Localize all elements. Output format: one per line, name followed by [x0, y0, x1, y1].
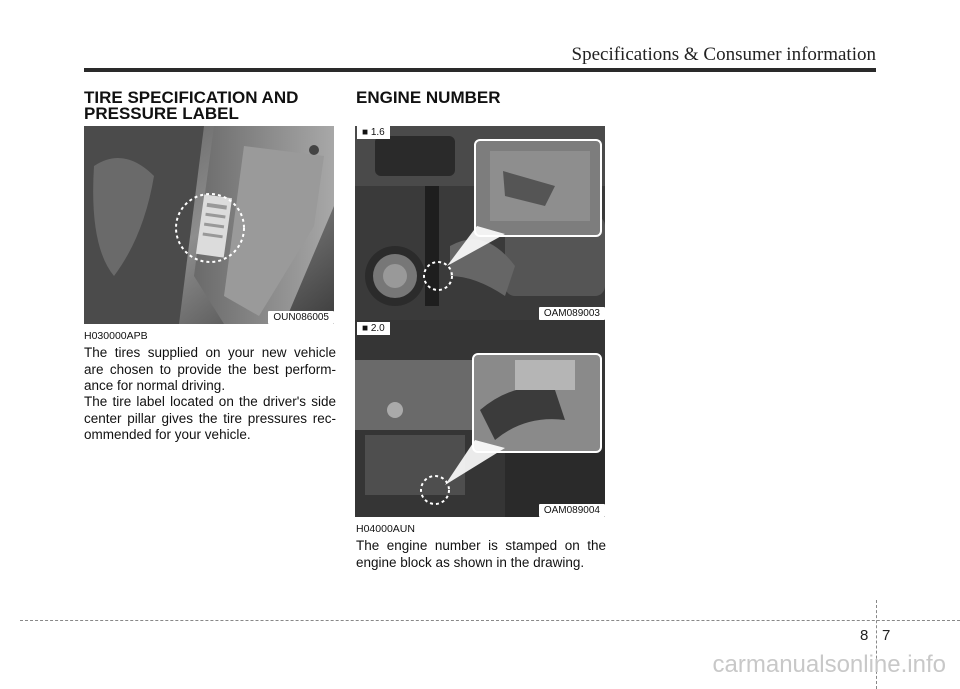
header-rule — [84, 68, 876, 72]
page-number-page: 7 — [882, 627, 891, 644]
section-header-title: Specifications & Consumer information — [571, 44, 876, 65]
tire-heading-line2: PRESSURE LABEL — [84, 104, 239, 123]
tire-label-photo — [84, 126, 334, 324]
tire-section-heading — [84, 90, 298, 122]
engine-section-heading: ENGINE NUMBER — [356, 88, 501, 107]
tire-heading-line1: TIRE SPECIFICATION AND — [84, 88, 299, 107]
engine-bay-2-0-illustration — [355, 320, 605, 517]
engine-photo-2-0 — [355, 320, 605, 517]
tire-image-code: OUN086005 — [268, 311, 334, 324]
footer-dashed-rule — [20, 620, 960, 621]
engine-variant-2-0-label: ■ 2.0 — [357, 322, 390, 335]
engine-paragraph: The engine number is stamped on the engine block as shown in the drawing. — [356, 538, 606, 570]
tire-ref-code: H030000APB — [84, 330, 148, 342]
tire-paragraph-1: The tires supplied on your new vehicle are chosen to provide the best perform-ance for normal driving. — [84, 345, 336, 393]
page-number-chapter: 8 — [860, 627, 869, 644]
door-pillar-illustration — [84, 126, 334, 324]
engine-variant-1-6-label: ■ 1.6 — [357, 126, 390, 139]
watermark-text: carmanualsonline.info — [712, 651, 946, 678]
engine-photo-1-6 — [355, 126, 605, 320]
engine-ref-code: H04000AUN — [356, 523, 415, 535]
engine-image-1-code: OAM089003 — [539, 307, 605, 320]
engine-bay-1-6-illustration — [355, 126, 605, 320]
engine-image-2-code: OAM089004 — [539, 504, 605, 517]
tire-paragraph-2: The tire label located on the driver's side center pillar gives the tire pressures rec-ommended for your vehicle. — [84, 394, 336, 442]
